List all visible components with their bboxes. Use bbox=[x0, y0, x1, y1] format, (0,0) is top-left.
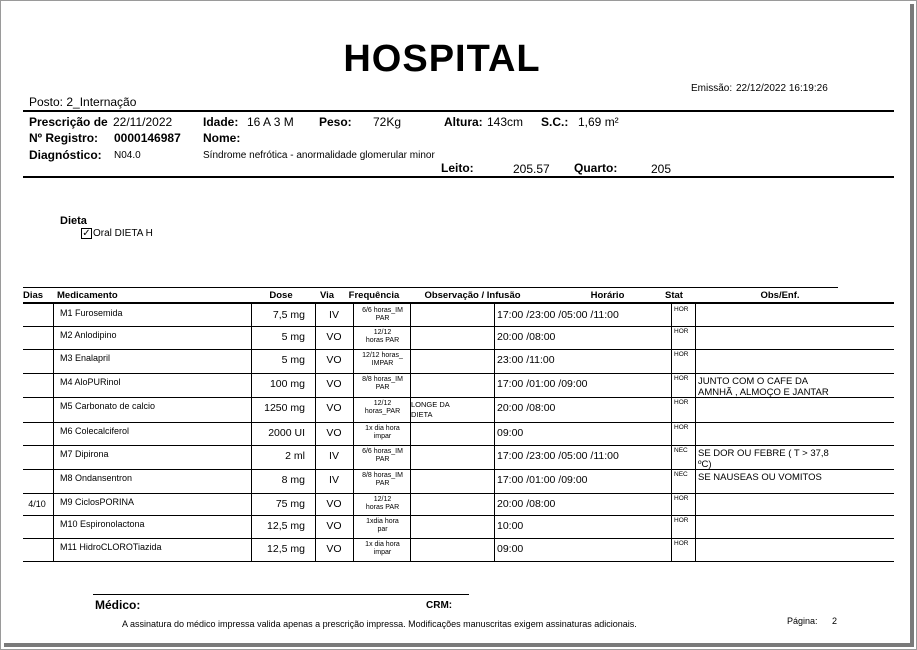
cell-frequencia-line1: 6/6 horas_IM bbox=[362, 448, 403, 455]
cell-dose: 100 mg bbox=[269, 378, 305, 390]
prescricao-label: Prescrição de bbox=[29, 115, 108, 129]
cell-obs-enf-line1: SE NAUSEAS OU VOMITOS bbox=[698, 472, 822, 483]
header-dias: Dias bbox=[23, 290, 44, 301]
quarto-value: 205 bbox=[651, 162, 672, 176]
cell-medicamento: M2 Anlodipino bbox=[60, 330, 117, 340]
cell-horario: 20:00 /08:00 bbox=[497, 331, 556, 343]
diagnostico-code: N04.0 bbox=[114, 150, 141, 161]
cell-horario: 23:00 /11:00 bbox=[497, 354, 555, 366]
registro-value: 0000146987 bbox=[114, 131, 181, 145]
cell-medicamento: M8 Ondansentron bbox=[60, 473, 133, 483]
cell-horario: 09:00 bbox=[497, 543, 524, 555]
cell-medicamento: M11 HidroCLOROTiazida bbox=[60, 542, 162, 552]
cell-via: VO bbox=[326, 427, 342, 439]
row-divider bbox=[23, 349, 894, 350]
cell-horario: 17:00 /23:00 /05:00 /11:00 bbox=[497, 450, 619, 462]
crm-label: CRM: bbox=[426, 600, 453, 611]
emission-label: Emissão: bbox=[691, 83, 733, 94]
cell-medicamento: M9 CiclosPORINA bbox=[60, 497, 135, 507]
cell-stat: HOR bbox=[674, 399, 689, 406]
row-divider bbox=[23, 445, 894, 446]
diagnostico-text: Síndrome nefrótica - anormalidade glomerular minor bbox=[203, 150, 435, 161]
cell-stat: HOR bbox=[674, 306, 689, 313]
cell-via: VO bbox=[326, 402, 342, 414]
row-divider bbox=[23, 373, 894, 374]
cell-frequencia-line1: 6/6 horas_IM bbox=[362, 307, 403, 314]
peso-label: Peso: bbox=[319, 115, 352, 129]
cell-stat: NEC bbox=[674, 471, 688, 478]
row-divider bbox=[23, 538, 894, 539]
nome-label: Nome: bbox=[203, 131, 241, 145]
cell-stat: HOR bbox=[674, 424, 689, 431]
cell-frequencia-line2: impar bbox=[373, 433, 392, 440]
cell-frequencia-line1: 8/8 horas_IM bbox=[362, 472, 403, 479]
cell-stat: HOR bbox=[674, 328, 689, 335]
quarto-label: Quarto: bbox=[574, 161, 618, 175]
cell-medicamento: M7 Dipirona bbox=[60, 449, 109, 459]
cell-via: IV bbox=[329, 309, 339, 321]
cell-frequencia-line2: par bbox=[377, 526, 388, 533]
diet-checkbox[interactable]: ✓ bbox=[82, 228, 91, 239]
table-column-divider bbox=[251, 304, 252, 561]
cell-dose: 7,5 mg bbox=[272, 309, 305, 321]
cell-stat: HOR bbox=[674, 495, 689, 502]
cell-horario: 17:00 /01:00 /09:00 bbox=[497, 474, 588, 486]
cell-dias: 4/10 bbox=[28, 499, 46, 509]
page-shadow bbox=[910, 4, 914, 647]
diet-heading: Dieta bbox=[60, 215, 87, 227]
cell-frequencia-line2: PAR bbox=[375, 456, 390, 463]
cell-via: VO bbox=[326, 331, 342, 343]
cell-dose: 8 mg bbox=[281, 474, 305, 486]
cell-obs-enf-line1: SE DOR OU FEBRE ( T > 37,8 bbox=[698, 448, 829, 459]
cell-frequencia-line1: 12/12 horas_ bbox=[362, 352, 403, 359]
cell-frequencia-line1: 12/12 bbox=[373, 329, 392, 336]
cell-stat: HOR bbox=[674, 517, 689, 524]
cell-frequencia-line1: 1x dia hora bbox=[365, 541, 400, 548]
row-divider bbox=[23, 561, 894, 562]
emission-value: 22/12/2022 16:19:26 bbox=[736, 83, 828, 94]
header-frequencia: Frequência bbox=[348, 290, 400, 301]
cell-frequencia-line1: 8/8 horas_IM bbox=[362, 376, 403, 383]
table-header-rule bbox=[23, 302, 894, 304]
cell-frequencia-line2: IMPAR bbox=[371, 360, 394, 367]
cell-frequencia-line2: PAR bbox=[375, 384, 390, 391]
cell-dose: 1250 mg bbox=[264, 402, 305, 414]
cell-frequencia-line2: PAR bbox=[375, 315, 390, 322]
cell-observacao: LONGE DA DIETA bbox=[411, 400, 450, 419]
cell-via: VO bbox=[326, 498, 342, 510]
header-horario: Horário bbox=[590, 290, 625, 301]
cell-frequencia-line2: impar bbox=[373, 549, 392, 556]
pagina-value: 2 bbox=[832, 616, 838, 626]
cell-dose: 12,5 mg bbox=[267, 520, 305, 532]
cell-horario: 09:00 bbox=[497, 427, 524, 439]
cell-dose: 2 ml bbox=[285, 450, 305, 462]
idade-label: Idade: bbox=[203, 115, 239, 129]
cell-frequencia-line1: 1x dia hora bbox=[365, 425, 400, 432]
disclaimer-text: A assinatura do médico impressa valida apenas a prescrição impressa. Modificações manuscritas exigem assinaturas adicionais. bbox=[122, 619, 637, 629]
cell-via: IV bbox=[329, 450, 339, 462]
cell-obs-enf-line2: ºC) bbox=[698, 459, 712, 470]
signature-line bbox=[93, 594, 469, 595]
table-column-divider bbox=[494, 304, 495, 561]
cell-stat: HOR bbox=[674, 540, 689, 547]
cell-obs-enf-line1: JUNTO COM O CAFE DA bbox=[698, 376, 809, 387]
cell-medicamento: M6 Colecalciferol bbox=[60, 426, 130, 436]
document-title: HOSPITAL bbox=[343, 38, 541, 80]
cell-medicamento: M1 Furosemida bbox=[60, 308, 123, 318]
cell-medicamento: M3 Enalapril bbox=[60, 353, 111, 363]
table-column-divider bbox=[671, 304, 672, 561]
table-top-rule bbox=[23, 287, 838, 288]
sc-label: S.C.: bbox=[541, 115, 569, 129]
medico-label: Médico: bbox=[95, 598, 141, 612]
cell-stat: NEC bbox=[674, 447, 688, 454]
diet-item-label: Oral DIETA H bbox=[93, 228, 153, 239]
header-obs-enf: Obs/Enf. bbox=[760, 290, 800, 301]
cell-medicamento: M10 Espironolactona bbox=[60, 519, 145, 529]
header-dose: Dose bbox=[269, 290, 293, 301]
altura-value: 143cm bbox=[487, 115, 524, 129]
header-via: Via bbox=[319, 290, 335, 301]
prescricao-value: 22/11/2022 bbox=[113, 115, 173, 129]
row-divider bbox=[23, 515, 894, 516]
table-column-divider bbox=[53, 304, 54, 561]
cell-medicamento: M5 Carbonato de calcio bbox=[60, 401, 156, 411]
cell-horario: 20:00 /08:00 bbox=[497, 498, 556, 510]
cell-dose: 5 mg bbox=[281, 354, 305, 366]
leito-label: Leito: bbox=[441, 161, 474, 175]
cell-via: VO bbox=[326, 543, 342, 555]
cell-via: VO bbox=[326, 520, 342, 532]
cell-via: IV bbox=[329, 474, 339, 486]
peso-value: 72Kg bbox=[373, 115, 402, 129]
row-divider bbox=[23, 326, 894, 327]
cell-dose: 12,5 mg bbox=[267, 543, 305, 555]
cell-horario: 17:00 /01:00 /09:00 bbox=[497, 378, 588, 390]
cell-via: VO bbox=[326, 378, 342, 390]
cell-dose: 2000 UI bbox=[268, 427, 305, 439]
registro-label: Nº Registro: bbox=[29, 131, 99, 145]
cell-horario: 10:00 bbox=[497, 520, 524, 532]
header-medicamento: Medicamento bbox=[57, 290, 118, 301]
cell-horario: 20:00 /08:00 bbox=[497, 402, 556, 414]
altura-label: Altura: bbox=[444, 115, 483, 129]
cell-horario: 17:00 /23:00 /05:00 /11:00 bbox=[497, 309, 619, 321]
header-stat: Stat bbox=[665, 290, 683, 301]
cell-frequencia-line2: PAR bbox=[375, 480, 390, 487]
sc-value: 1,69 m² bbox=[578, 115, 619, 129]
row-divider bbox=[23, 422, 894, 423]
cell-medicamento: M4 AloPURinol bbox=[60, 377, 121, 387]
cell-stat: HOR bbox=[674, 351, 689, 358]
page-shadow bbox=[4, 643, 914, 647]
cell-frequencia-line2: horas PAR bbox=[365, 504, 400, 511]
cell-frequencia-line2: horas PAR bbox=[365, 337, 400, 344]
row-divider bbox=[23, 469, 894, 470]
cell-stat: HOR bbox=[674, 375, 689, 382]
cell-frequencia-line1: 1xdia hora bbox=[366, 518, 399, 525]
posto-label: Posto: 2_Internação bbox=[29, 95, 137, 109]
cell-obs-enf-line2: AMNHÃ , ALMOÇO E JANTAR bbox=[698, 387, 829, 398]
idade-value: 16 A 3 M bbox=[247, 115, 294, 129]
divider bbox=[23, 176, 894, 178]
cell-dose: 75 mg bbox=[275, 498, 305, 510]
cell-via: VO bbox=[326, 354, 342, 366]
cell-dose: 5 mg bbox=[281, 331, 305, 343]
diagnostico-label: Diagnóstico: bbox=[29, 148, 102, 162]
divider bbox=[23, 110, 894, 112]
cell-frequencia-line1: 12/12 bbox=[373, 400, 392, 407]
pagina-label: Página: bbox=[787, 616, 818, 626]
leito-value: 205.57 bbox=[513, 162, 550, 176]
row-divider bbox=[23, 493, 894, 494]
cell-frequencia-line1: 12/12 bbox=[373, 496, 392, 503]
table-column-divider bbox=[695, 304, 696, 561]
header-observacao-infusao: Observação / Infusão bbox=[424, 290, 521, 301]
cell-frequencia-line2: horas_PAR bbox=[364, 408, 401, 415]
